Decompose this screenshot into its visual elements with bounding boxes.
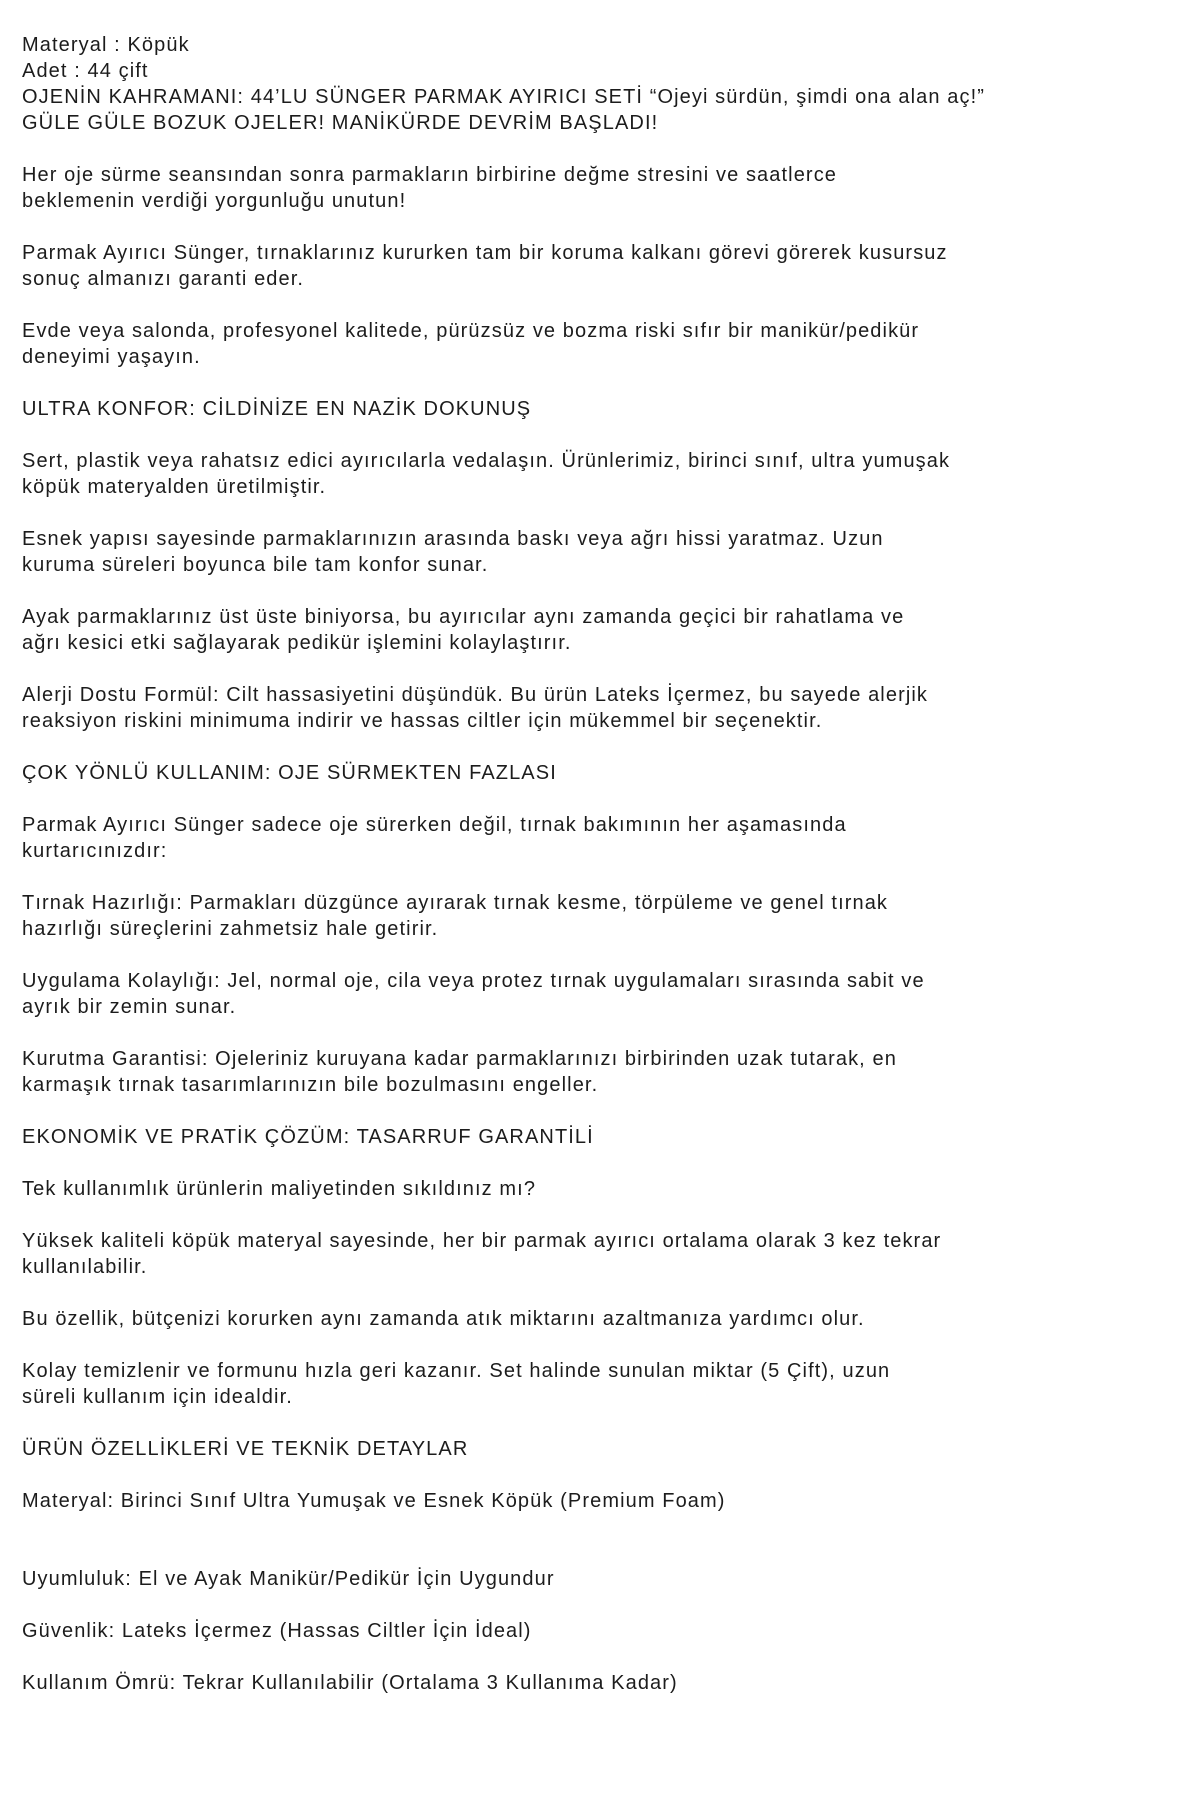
text-line: Uygulama Kolaylığı: Jel, normal oje, cila veya protez tırnak uygulamaları sırasında sabit ve — [22, 970, 925, 992]
comfort-paragraph-material — [22, 448, 1180, 500]
text-line: Materyal: Birinci Sınıf Ultra Yumuşak ve Esnek Köpük (Premium Foam) — [22, 1490, 726, 1512]
text-line: ağrı kesici etki sağlayarak pedikür işlemini kolaylaştırır. — [22, 632, 572, 654]
text-line: Bu özellik, bütçenizi korurken aynı zamanda atık miktarını azaltmanıza yardımcı olur. — [22, 1308, 865, 1330]
document-body — [22, 32, 1180, 1696]
text-line: ayrık bir zemin sunar. — [22, 996, 237, 1018]
text-line: kullanılabilir. — [22, 1256, 148, 1278]
text-line: OJENİN KAHRAMANI: 44’LU SÜNGER PARMAK AYIRICI SETİ “Ojeyi sürdün, şimdi ona alan aç!” — [22, 86, 986, 108]
text-line: Tırnak Hazırlığı: Parmakları düzgünce ayırarak tırnak kesme, törpüleme ve genel tırnak — [22, 892, 889, 914]
spec-material-line — [22, 32, 1180, 58]
text-line: hazırlığı süreçlerini zahmetsiz hale getirir. — [22, 918, 439, 940]
text-line: ÇOK YÖNLÜ KULLANIM: OJE SÜRMEKTEN FAZLASI — [22, 762, 557, 784]
comfort-paragraph-flexible — [22, 526, 1180, 578]
text-line: ÜRÜN ÖZELLİKLERİ VE TEKNİK DETAYLAR — [22, 1438, 469, 1460]
comfort-paragraph-allergy — [22, 682, 1180, 734]
text-line: Kolay temizlenir ve formunu hızla geri kazanır. Set halinde sunulan miktar (5 Çift), uzun — [22, 1360, 891, 1382]
intro-paragraph — [22, 162, 1180, 214]
text-line: GÜLE GÜLE BOZUK OJELER! MANİKÜRDE DEVRİM BAŞLADI! — [22, 112, 659, 134]
text-line: Uyumluluk: El ve Ayak Manikür/Pedikür İçin Uygundur — [22, 1568, 555, 1590]
text-line: kurtarıcınızdır: — [22, 840, 168, 862]
text-line: Parmak Ayırıcı Sünger, tırnaklarınız kururken tam bir koruma kalkanı görevi görerek kusursuz — [22, 242, 948, 264]
product-subtitle-line — [22, 110, 1180, 136]
versatile-intro-paragraph — [22, 812, 1180, 864]
economic-paragraph-budget — [22, 1306, 1180, 1332]
text-line: Kullanım Ömrü: Tekrar Kullanılabilir (Ortalama 3 Kullanıma Kadar) — [22, 1672, 678, 1694]
text-line: Tek kullanımlık ürünlerin maliyetinden sıkıldınız mı? — [22, 1178, 537, 1200]
text-line: Sert, plastik veya rahatsız edici ayırıcılarla vedalaşın. Ürünlerimiz, birinci sınıf, ultra yumuşak — [22, 450, 951, 472]
text-line: köpük materyalden üretilmiştir. — [22, 476, 327, 498]
benefit-paragraph-pro-quality — [22, 318, 1180, 370]
section-heading-versatile-use — [22, 760, 1180, 786]
section-heading-ultra-comfort — [22, 396, 1180, 422]
text-line: EKONOMİK VE PRATİK ÇÖZÜM: TASARRUF GARANTİLİ — [22, 1126, 594, 1148]
text-line: Adet : 44 çift — [22, 60, 149, 82]
text-line: reaksiyon riskini minimuma indirir ve hassas ciltler için mükemmel bir seçenektir. — [22, 710, 823, 732]
spec-paragraph-compatibility — [22, 1566, 1180, 1592]
text-line: deneyimi yaşayın. — [22, 346, 201, 368]
section-heading-economic — [22, 1124, 1180, 1150]
text-line: Materyal : Köpük — [22, 34, 190, 56]
versatile-paragraph-drying — [22, 1046, 1180, 1098]
text-line: süreli kullanım için idealdir. — [22, 1386, 293, 1408]
text-line: Ayak parmaklarınız üst üste biniyorsa, bu ayırıcılar aynı zamanda geçici bir rahatlama ve — [22, 606, 905, 628]
benefit-paragraph-protection — [22, 240, 1180, 292]
spec-quantity-line — [22, 58, 1180, 84]
spec-paragraph-material — [22, 1488, 1180, 1514]
text-line: Her oje sürme seansından sonra parmakların birbirine değme stresini ve saatlerce — [22, 164, 838, 186]
text-line: Alerji Dostu Formül: Cilt hassasiyetini düşündük. Bu ürün Lateks İçermez, bu sayede alerjik — [22, 684, 929, 706]
text-line: ULTRA KONFOR: CİLDİNİZE EN NAZİK DOKUNUŞ — [22, 398, 532, 420]
text-line: beklemenin verdiği yorgunluğu unutun! — [22, 190, 407, 212]
text-line: sonuç almanızı garanti eder. — [22, 268, 305, 290]
text-line: Yüksek kaliteli köpük materyal sayesinde, her bir parmak ayırıcı ortalama olarak 3 kez tekrar — [22, 1230, 942, 1252]
text-line: Kurutma Garantisi: Ojeleriniz kuruyana kadar parmaklarınızı birbirinden uzak tutarak, en — [22, 1048, 897, 1070]
text-line: Esnek yapısı sayesinde parmaklarınızın arasında baskı veya ağrı hissi yaratmaz. Uzun — [22, 528, 884, 550]
text-line: Evde veya salonda, profesyonel kalitede, pürüzsüz ve bozma riski sıfır bir manikür/pedikür — [22, 320, 920, 342]
comfort-paragraph-toes — [22, 604, 1180, 656]
spec-paragraph-safety — [22, 1618, 1180, 1644]
text-line: Parmak Ayırıcı Sünger sadece oje sürerken değil, tırnak bakımının her aşamasında — [22, 814, 847, 836]
economic-question-paragraph — [22, 1176, 1180, 1202]
text-line: Güvenlik: Lateks İçermez (Hassas Ciltler İçin İdeal) — [22, 1620, 532, 1642]
economic-paragraph-reusable — [22, 1228, 1180, 1280]
text-line: karmaşık tırnak tasarımlarınızın bile bozulmasını engeller. — [22, 1074, 599, 1096]
spec-paragraph-lifespan — [22, 1670, 1180, 1696]
section-heading-specs — [22, 1436, 1180, 1462]
product-title-line — [22, 84, 1180, 110]
economic-paragraph-cleaning — [22, 1358, 1180, 1410]
text-line: kuruma süreleri boyunca bile tam konfor sunar. — [22, 554, 489, 576]
versatile-paragraph-application — [22, 968, 1180, 1020]
versatile-paragraph-nail-prep — [22, 890, 1180, 942]
